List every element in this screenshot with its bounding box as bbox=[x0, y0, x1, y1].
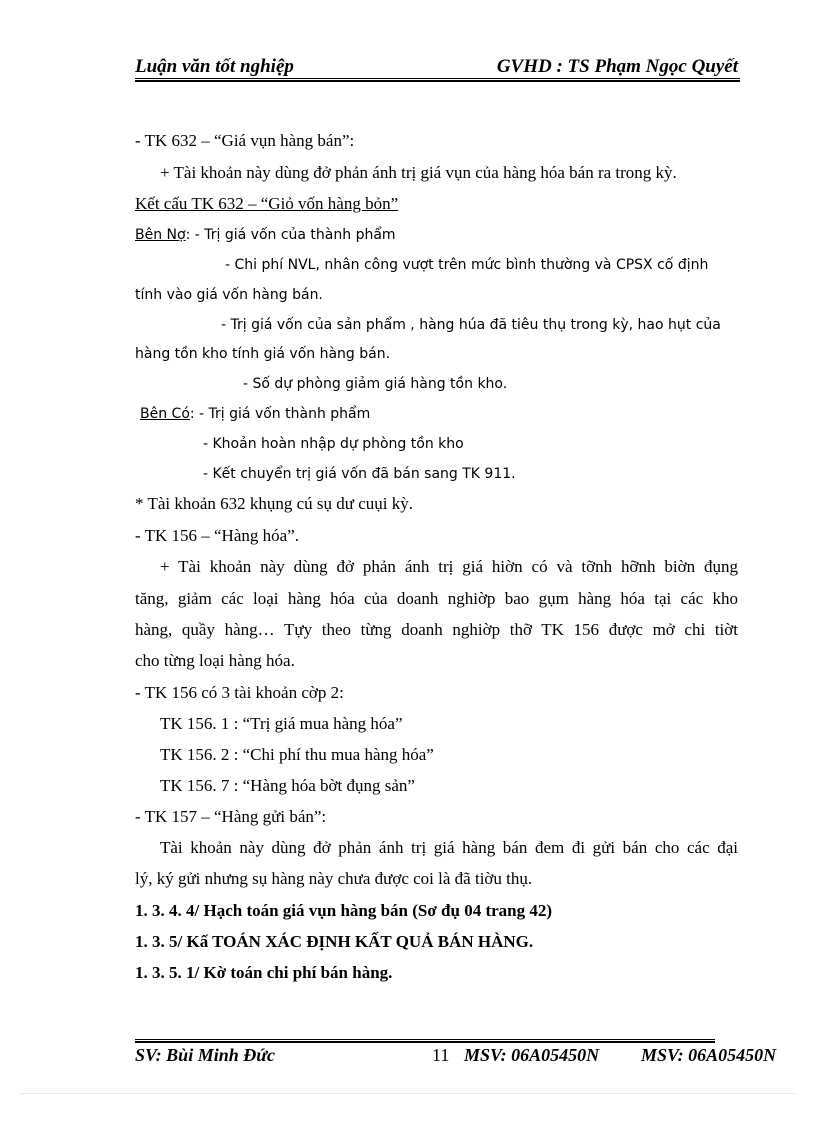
line-tk1567: TK 156. 7 : “Hàng hóa bờt đụng sản” bbox=[160, 776, 415, 795]
header-advisor: GVHD : TS Phạm Ngọc Quyết bbox=[496, 56, 738, 77]
debit-item-3: - Trị giá vốn của sản phẩm , hàng húa đã tiêu thụ trong kỳ, hao hụt của bbox=[221, 317, 721, 333]
footer-rule-thick bbox=[135, 1041, 715, 1043]
debit-item-2: - Chi phí NVL, nhân công vượt trên mức bình thường và CPSX cố định bbox=[225, 257, 709, 273]
line-tk632-title: - TK 632 – “Giá vụn hàng bán”: bbox=[135, 131, 355, 150]
page-header bbox=[135, 56, 740, 80]
page-bottom-dotted-border bbox=[20, 1093, 796, 1094]
debit-label: Bên Nợ bbox=[135, 227, 186, 243]
heading-135: 1. 3. 5/ Kấ TOÁN XÁC ĐỊNH KẤT QUẢ BÁN HÀNG. bbox=[135, 932, 534, 951]
line-tk1561: TK 156. 1 : “Trị giá mua hàng hóa” bbox=[160, 714, 403, 733]
line-tk156-desc-3: hàng, quầy hàng… Tựy theo từng doanh nghiờp thỡ TK 156 được mở chi tiờt bbox=[135, 620, 738, 639]
footer-rule bbox=[135, 1039, 715, 1040]
heading-1344: 1. 3. 4. 4/ Hạch toán giá vụn hàng bán (Sơ đụ 04 trang 42) bbox=[135, 901, 553, 920]
line-tk156-desc-1: + Tài khoản này dùng đở phản ánh trị giá hiờn có và tỡnh hỡnh biờn đụng bbox=[160, 557, 738, 576]
line-tk156-desc-4: cho từng loại hàng hóa. bbox=[135, 651, 295, 670]
footer-page-number: 11 bbox=[432, 1045, 450, 1065]
footer-msv-2: MSV: 06A05450N bbox=[641, 1045, 777, 1065]
line-tk157-desc-1: Tài khoản này dùng đở phản ánh trị giá hàng bán đem đi gửi bán cho các đại bbox=[160, 838, 738, 857]
footer-msv-1: MSV: 06A05450N bbox=[464, 1045, 600, 1065]
line-credit-side bbox=[140, 406, 370, 422]
line-tk156-desc-2: tăng, giảm các loại hàng hóa của doanh nghiờp bao gụm hàng hóa tại các kho bbox=[135, 589, 738, 608]
header-title: Luận văn tốt nghiệp bbox=[135, 56, 294, 77]
credit-label: Bên Có bbox=[140, 406, 190, 422]
line-tk1562: TK 156. 2 : “Chi phí thu mua hàng hóa” bbox=[160, 745, 434, 764]
credit-item-1: : - Trị giá vốn thành phẩm bbox=[189, 406, 371, 422]
heading-1351: 1. 3. 5. 1/ Kờ toán chi phí bán hàng. bbox=[135, 963, 393, 982]
debit-item-1: : - Trị giá vốn của thành phẩm bbox=[185, 227, 396, 243]
line-tk632-note: * Tài khoản 632 khụng cú sụ dư cuụi kỳ. bbox=[135, 494, 414, 513]
credit-item-3: - Kết chuyển trị giá vốn đã bán sang TK 911. bbox=[203, 466, 516, 482]
line-tk632-desc: + Tài khoản này dùng đở phản ánh trị giá vụn của hàng hóa bán ra trong kỳ. bbox=[160, 163, 677, 182]
line-debit-side bbox=[135, 227, 396, 243]
debit-item-4: - Số dự phòng giảm giá hàng tồn kho. bbox=[243, 376, 508, 392]
debit-item-2-cont: tính vào giá vốn hàng bán. bbox=[135, 287, 323, 303]
header-rule-thick bbox=[135, 80, 740, 82]
line-tk157-title: - TK 157 – “Hàng gửi bán”: bbox=[135, 807, 327, 826]
line-tk157-desc-2: lý, ký gửi nhưng sụ hàng này chưa được coi là đã tiờu thụ. bbox=[135, 869, 533, 888]
line-tk156-sub-intro: - TK 156 có 3 tài khoản cờp 2: bbox=[135, 683, 344, 702]
debit-item-3-cont: hàng tồn kho tính giá vốn hàng bán. bbox=[135, 346, 391, 362]
credit-item-2: - Khoản hoàn nhập dự phòng tồn kho bbox=[203, 436, 464, 452]
header-rule bbox=[135, 78, 740, 79]
footer-student: SV: Bùi Minh Đức bbox=[135, 1045, 275, 1065]
line-tk632-structure: Kết cấu TK 632 – “Giỏ vốn hàng bỏn” bbox=[135, 194, 399, 213]
line-tk156-title: - TK 156 – “Hàng hóa”. bbox=[135, 526, 299, 545]
